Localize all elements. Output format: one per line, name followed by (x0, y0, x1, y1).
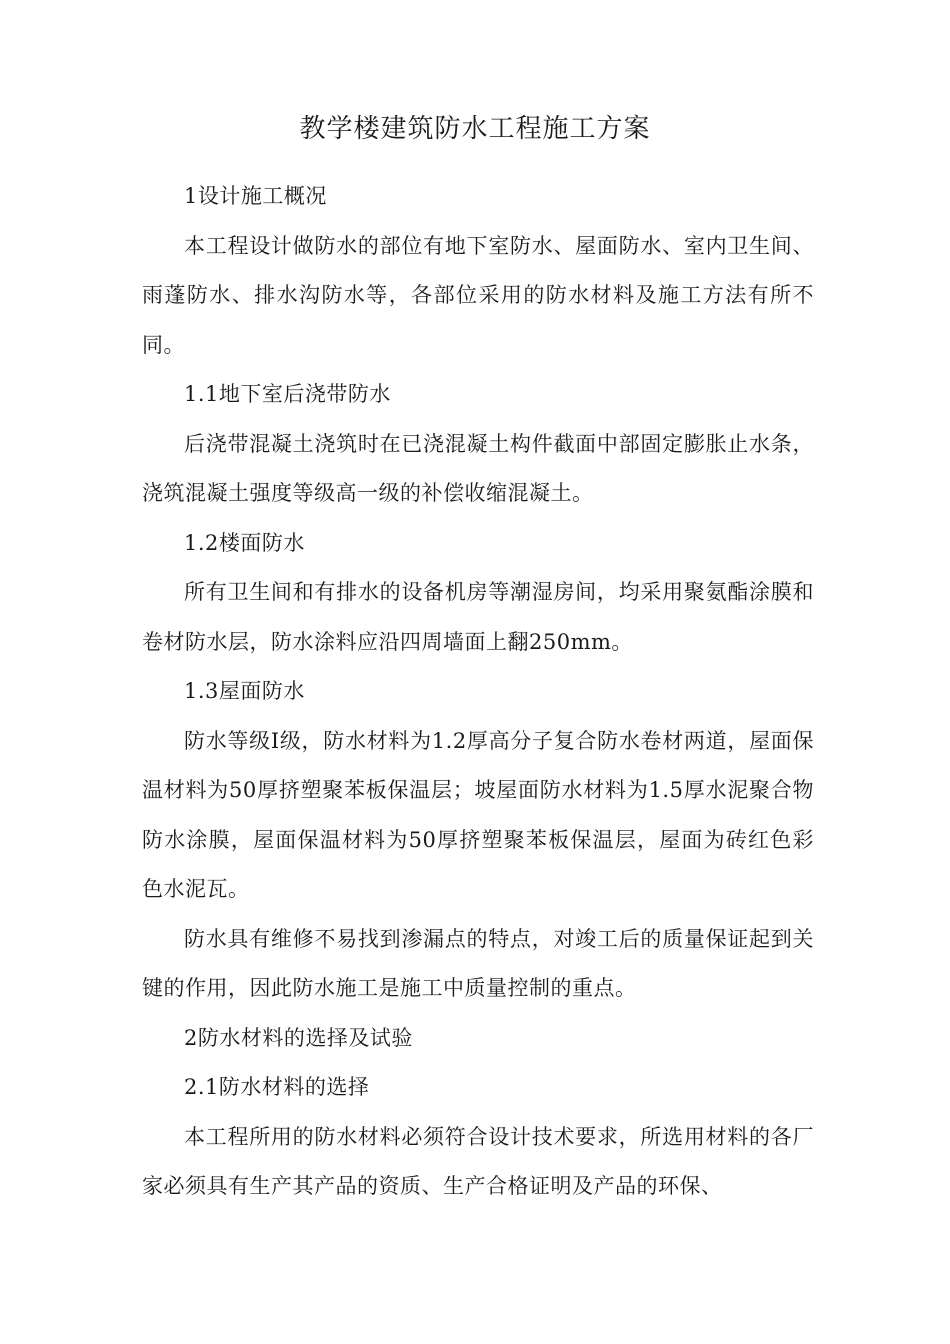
section-heading-1-2: 1.2楼面防水 (184, 530, 305, 555)
body-paragraph: 防水具有维修不易找到渗漏点的特点，对竣工后的质量保证起到关键的作用，因此防水施工是施工中质量控制的重点。 (142, 926, 814, 1000)
body-paragraph: 本工程设计做防水的部位有地下室防水、屋面防水、室内卫生间、雨蓬防水、排水沟防水等，各部位采用的防水材料及施工方法有所不同。 (142, 233, 814, 357)
document-title: 教学楼建筑防水工程施工方案 (299, 114, 651, 144)
section-heading-2-1: 2.1防水材料的选择 (184, 1075, 370, 1099)
document-body (142, 172, 814, 1212)
section-heading-2: 2防水材料的选择及试验 (184, 1025, 413, 1050)
body-paragraph: 防水等级Ⅰ级，防水材料为1.2厚高分子复合防水卷材两道，屋面保温材料为50厚挤塑聚苯板保温层；坡屋面防水材料为1.5厚水泥聚合物防水涂膜，屋面保温材料为50厚挤塑聚苯板保温层，屋面为砖红色彩色水泥瓦。 (142, 728, 814, 901)
body-paragraph: 后浇带混凝土浇筑时在已浇混凝土构件截面中部固定膨胀止水条，浇筑混凝土强度等级高一级的补偿收缩混凝土。 (142, 431, 814, 505)
body-paragraph: 所有卫生间和有排水的设备机房等潮湿房间，均采用聚氨酯涂膜和卷材防水层，防水涂料应沿四周墙面上翻250mm。 (142, 580, 814, 654)
section-heading-1-3: 1.3屋面防水 (184, 679, 305, 703)
body-paragraph: 本工程所用的防水材料必须符合设计技术要求，所选用材料的各厂家必须具有生产其产品的资质、生产合格证明及产品的环保、 (142, 1124, 814, 1198)
section-heading-1-1: 1.1地下室后浇带防水 (184, 382, 391, 406)
section-heading-1: 1设计施工概况 (184, 184, 327, 208)
